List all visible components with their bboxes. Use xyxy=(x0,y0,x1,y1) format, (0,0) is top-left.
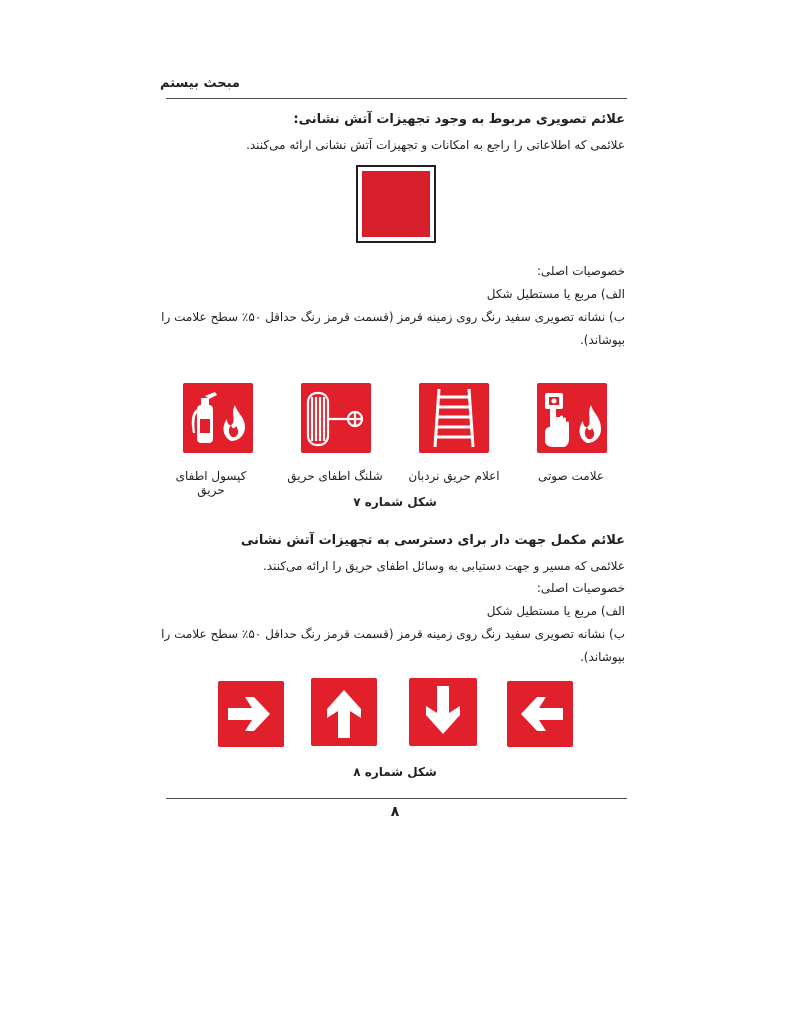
section2-feature-a: الف) مربع یا مستطیل شکل xyxy=(486,604,625,618)
section2-feature-b-line2: بپوشاند). xyxy=(579,650,625,664)
header-rule xyxy=(166,98,627,99)
section2-description: علائمی که مسیر و جهت دستیابی به وسائل اطفای حریق را ارائه می‌کنند. xyxy=(262,559,625,573)
figure7-caption: شکل شماره ۷ xyxy=(353,495,437,509)
sign-label-ladder: اعلام حریق نردبان xyxy=(408,469,500,483)
figure8-caption: شکل شماره ۸ xyxy=(353,765,437,779)
section1-feature-a: الف) مربع یا مستطیل شکل xyxy=(486,287,625,301)
page-number: ۸ xyxy=(390,804,400,820)
section1-features-title: خصوصیات اصلی: xyxy=(536,264,625,278)
section2-features-title: خصوصیات اصلی: xyxy=(536,581,625,595)
section1-heading: علائم تصویری مربوط به وجود تجهیزات آتش نشانی: xyxy=(293,112,625,127)
red-square-sample xyxy=(356,165,436,243)
arrow-down-icon xyxy=(409,678,477,746)
section1-description: علائمی که اطلاعاتی را راجع به امکانات و تجهیزات آتش نشانی ارائه می‌کنند. xyxy=(246,138,625,152)
section1-feature-b-line2: بپوشاند). xyxy=(579,333,625,347)
footer-rule xyxy=(166,798,627,799)
fire-extinguisher-icon xyxy=(183,383,253,453)
section1-feature-b-line1: ب) نشانه تصویری سفید رنگ روی زمینه قرمز (قسمت قرمز رنگ حداقل ۵۰٪ سطح علامت را xyxy=(161,310,625,324)
section2-feature-b-line1: ب) نشانه تصویری سفید رنگ روی زمینه قرمز (قسمت قرمز رنگ حداقل ۵۰٪ سطح علامت را xyxy=(161,627,625,641)
fire-ladder-icon xyxy=(419,383,489,453)
fire-hose-reel-icon xyxy=(301,383,371,453)
arrow-right-icon xyxy=(218,681,284,747)
arrow-left-icon xyxy=(507,681,573,747)
fire-alarm-button-icon xyxy=(537,383,607,453)
red-square-fill xyxy=(362,171,430,237)
section2-heading: علائم مکمل جهت دار برای دسترسی به تجهیزات آتش نشانی xyxy=(240,533,625,548)
arrow-up-icon xyxy=(311,678,377,746)
sign-label-alarm: علامت صوتی xyxy=(537,469,605,483)
chapter-title: مبحث بیستم xyxy=(160,76,240,91)
sign-label-hose: شلنگ اطفای حریق xyxy=(287,469,383,483)
sign-label-extinguisher: کپسول اطفای حریق xyxy=(175,469,247,497)
